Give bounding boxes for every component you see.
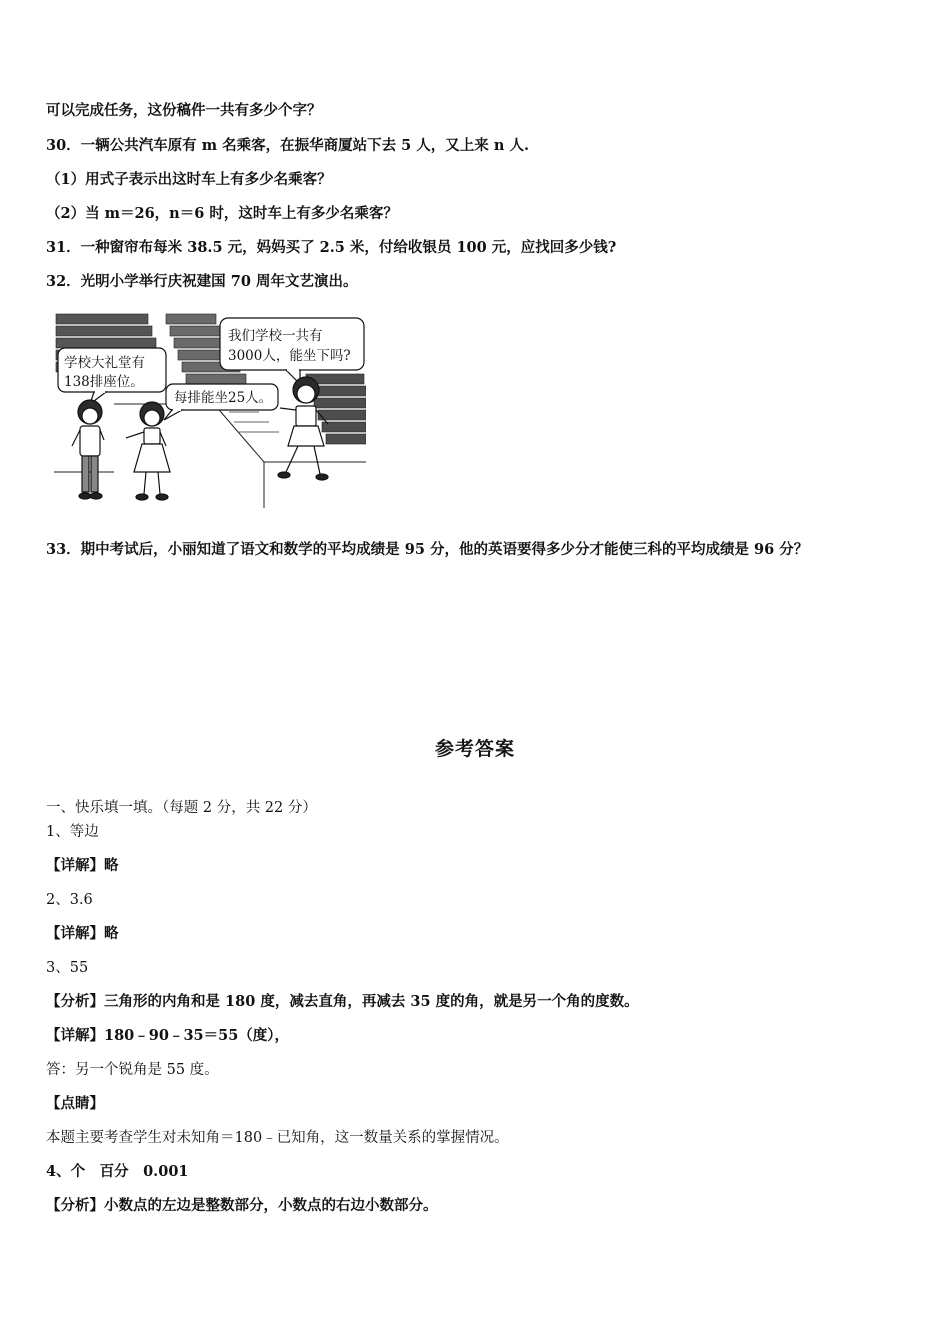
question-30-part-1: （1）用式子表示出这时车上有多少名乘客？	[46, 171, 332, 188]
answer-3-point-text: 本题主要考查学生对未知角＝180﹣已知角，这一数量关系的掌握情况。	[46, 1130, 509, 1146]
answer-4-analysis: 【分析】小数点的左边是整数部分，小数点的右边小数部分。	[46, 1197, 438, 1214]
answer-3: 3、55	[46, 960, 89, 976]
answer-1: 1、等边	[46, 824, 99, 840]
auditorium-illustration	[54, 312, 366, 508]
bubble-middle-text: 每排能坐25人。	[174, 390, 273, 406]
question-32: 32．光明小学举行庆祝建国 70 周年文艺演出。	[46, 273, 358, 290]
answers-section-1: 一、快乐填一填。（每题 2 分，共 22 分）	[46, 800, 317, 816]
answers-title: 参考答案	[434, 738, 515, 760]
answer-1-detail: 【详解】略	[46, 857, 119, 874]
answer-4: 4、个 百分 0.001	[46, 1163, 189, 1180]
question-33: 33．期中考试后，小丽知道了语文和数学的平均成绩是 95 分，他的英语要得多少分才能使三科的平均成绩是 96 分？	[46, 541, 809, 558]
bubble-left-line2: 138排座位。	[64, 374, 144, 390]
answer-2-detail: 【详解】略	[46, 925, 119, 942]
bubble-right-line2: 3000人，能坐下吗?	[228, 348, 351, 364]
answer-3-point: 【点睛】	[46, 1095, 104, 1112]
answer-2: 2、3.6	[46, 892, 93, 908]
question-30-part-2: （2）当 m＝26，n＝6 时，这时车上有多少名乘客？	[46, 205, 398, 222]
q29-tail: 可以完成任务，这份稿件一共有多少个字？	[46, 102, 322, 119]
answer-3-analysis: 【分析】三角形的内角和是 180 度，减去直角，再减去 35 度的角，就是另一个角的度数。	[46, 993, 639, 1010]
answer-3-answer: 答：另一个锐角是 55 度。	[46, 1062, 219, 1078]
question-31: 31．一种窗帘布每米 38.5 元，妈妈买了 2.5 米，付给收银员 100 元，应找回多少钱?	[46, 239, 617, 256]
question-30: 30．一辆公共汽车原有 m 名乘客，在振华商厦站下去 5 人，又上来 n 人.	[46, 137, 529, 154]
bubble-left-line1: 学校大礼堂有	[64, 355, 145, 371]
answer-3-detail: 【详解】180﹣90﹣35＝55（度），	[46, 1027, 290, 1044]
bubble-right-line1: 我们学校一共有	[228, 328, 323, 344]
